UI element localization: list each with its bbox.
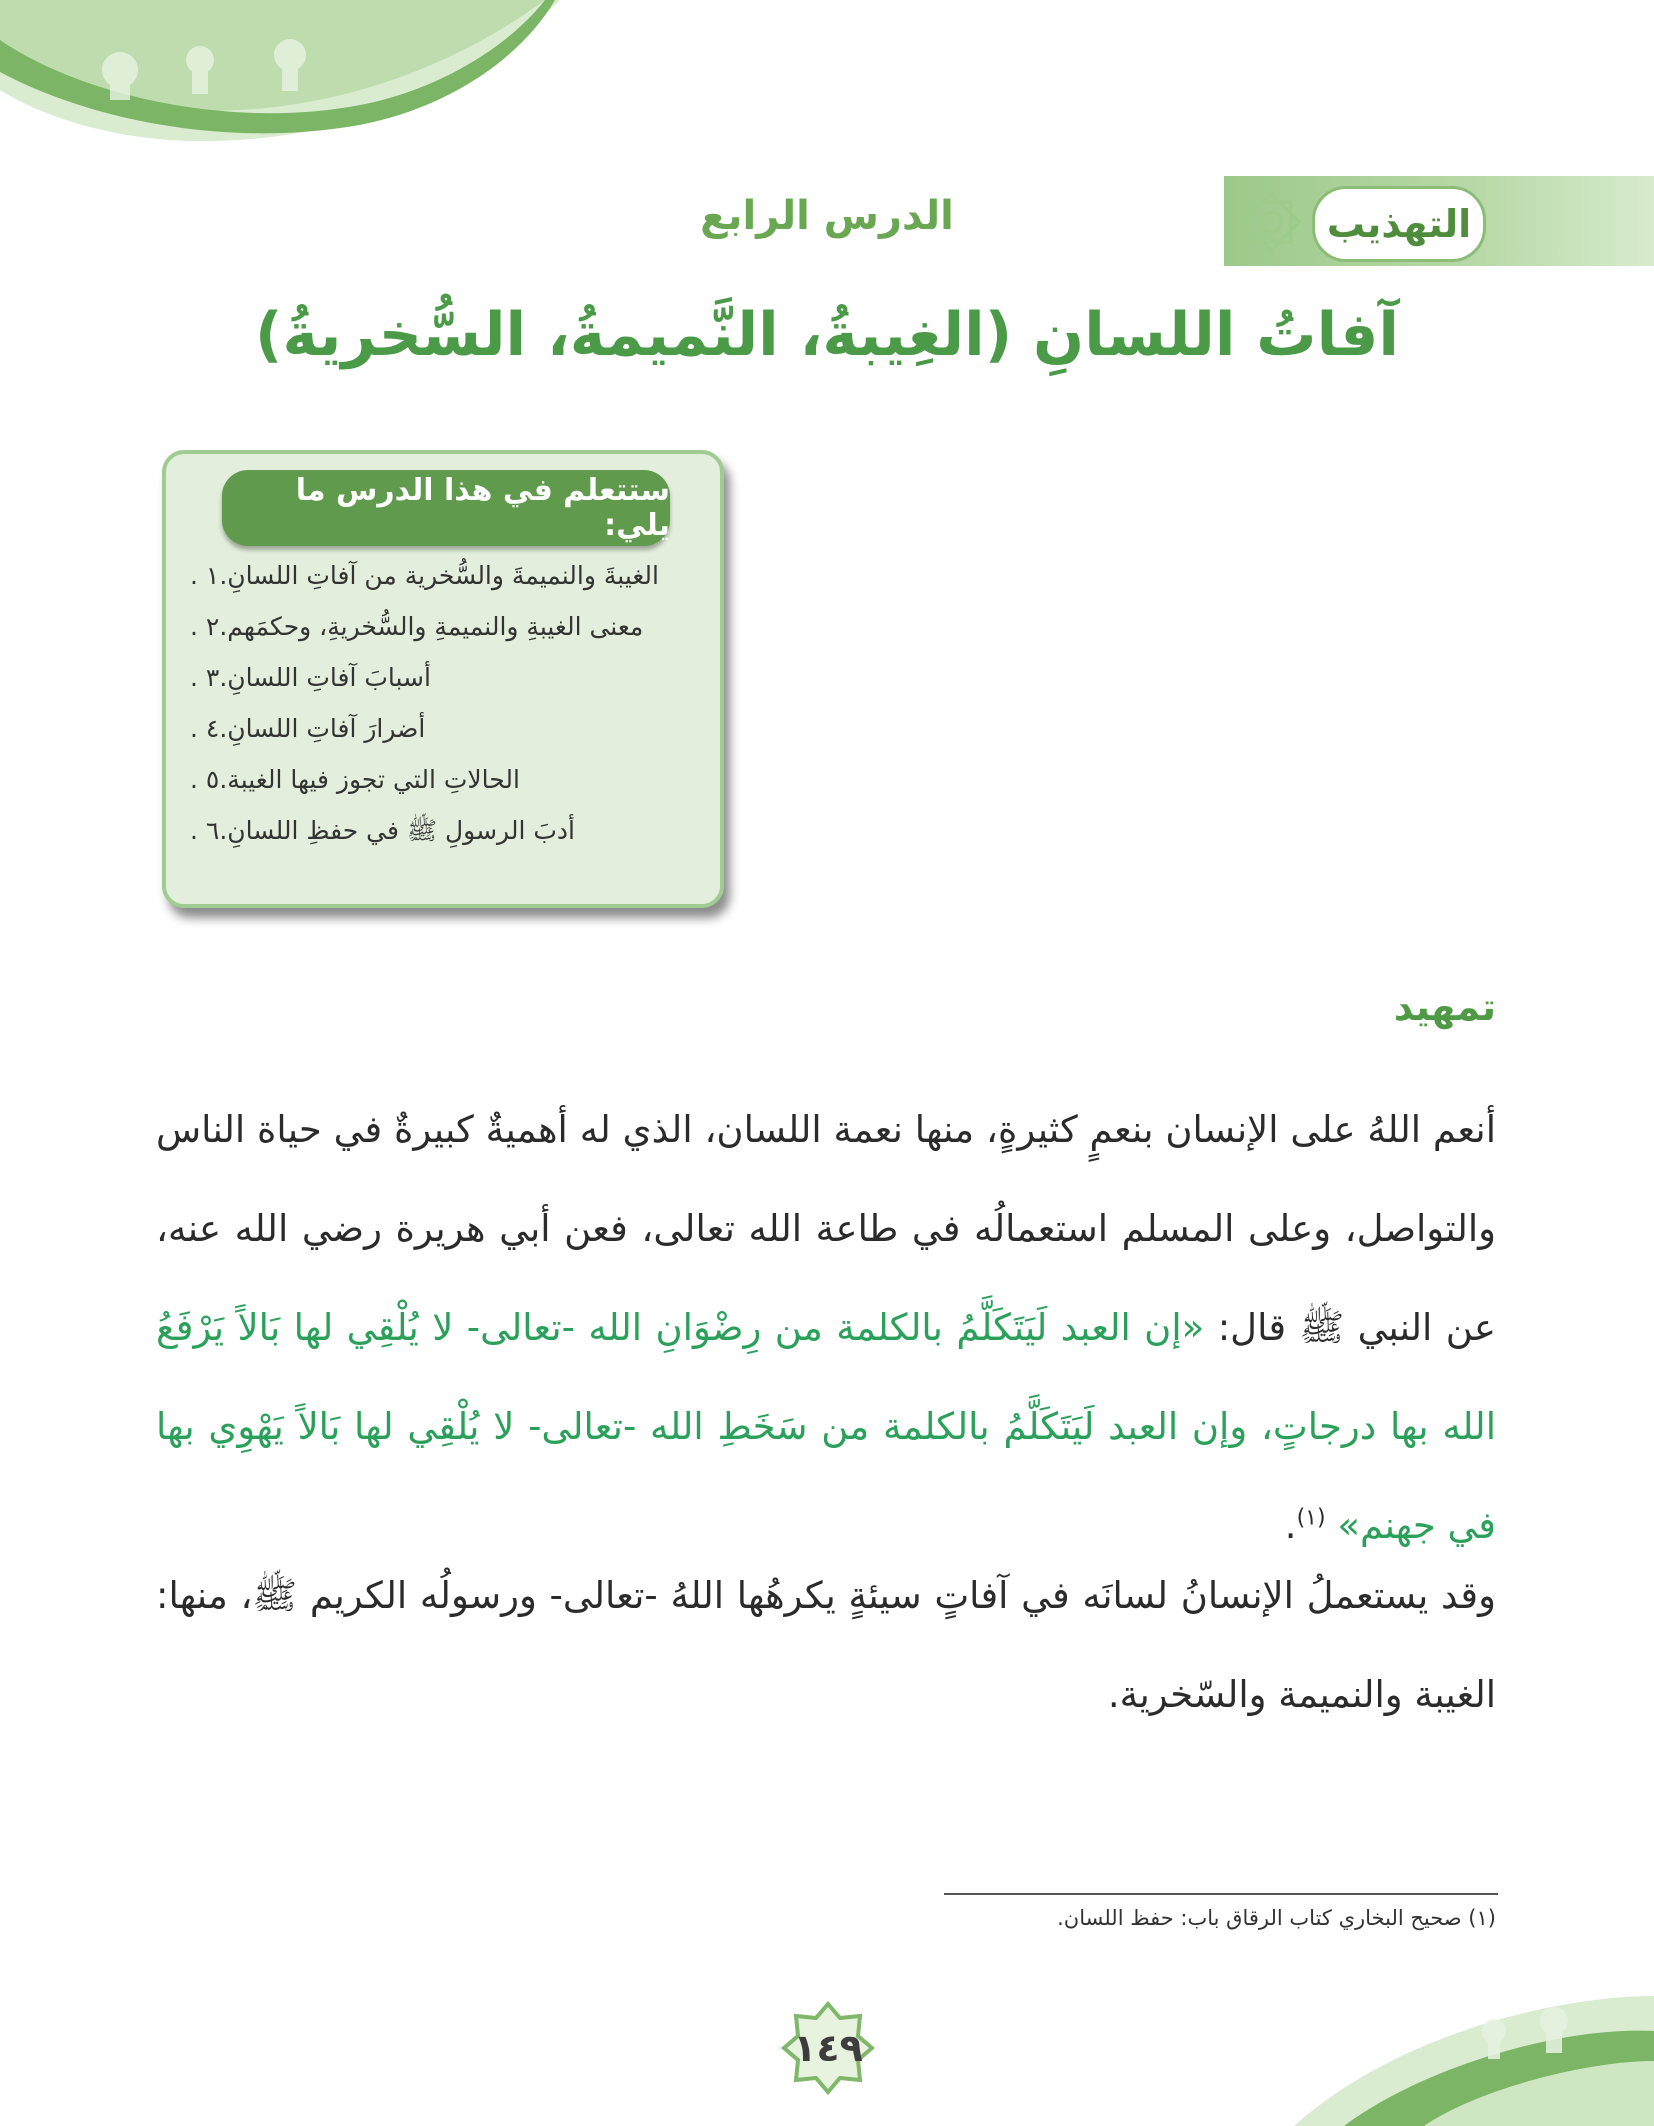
objectives-list — [180, 550, 670, 856]
objective-item: ٦ . أدبَ الرسولِ ﷺ في حفظِ اللسانِ. — [190, 816, 575, 845]
intro-paragraph-1 — [156, 1080, 1496, 1575]
subject-label: التهذيب — [1312, 186, 1486, 262]
lesson-title: آفاتُ اللسانِ (الغِيبةُ، النَّميمةُ، السُّخريةُ) — [255, 300, 1399, 370]
page-number: ١٤٩ — [793, 2026, 863, 2070]
decorative-corner-top — [0, 0, 560, 160]
footnote-ref: (١) — [1296, 1505, 1326, 1531]
lesson-number: الدرس الرابع — [700, 193, 954, 239]
objective-item: ٤ . أضرارَ آفاتِ اللسانِ. — [190, 714, 426, 743]
paragraph-end: . — [1284, 1504, 1297, 1547]
objectives-title: ستتعلم في هذا الدرس ما يلي: — [222, 470, 670, 546]
objective-item: ٥ . الحالاتِ التي تجوز فيها الغيبة. — [190, 765, 520, 794]
paragraph-text: أنعم اللهُ على الإنسان بنعمٍ كثيرةٍ، منها نعمة اللسان، الذي له أهميةٌ كبيرةٌ في حياة الناس والتواصل، وعلى المسلم استعمالُه في طاعة الله تعالى، فعن أبي هريرة رضي الله عنه، عن النبي ﷺ قال: — [156, 1108, 1496, 1349]
footnote: (١) صحيح البخاري كتاب الرقاق باب: حفظ اللسان. — [1057, 1906, 1496, 1930]
intro-paragraph-2: وقد يستعملُ الإنسانُ لسانَه في آفاتٍ سيئةٍ يكرهُها اللهُ -تعالى- ورسولُه الكريم ﷺ، منها: الغيبة والنميمة والسّخرية. — [156, 1574, 1496, 1716]
objective-item: ٣ . أسبابَ آفاتِ اللسانِ. — [190, 663, 431, 692]
objective-item: ١ . الغيبةَ والنميمةَ والسُّخرية من آفاتِ اللسانِ. — [190, 561, 659, 590]
decorative-corner-bottom — [1194, 1976, 1654, 2126]
hadith-quote: «إن العبد لَيَتَكَلَّمُ بالكلمة من رِضْوَانِ الله -تعالى- لا يُلْقِي لها بَالاً يَرْفَعُ الله بها درجاتٍ، وإن العبد لَيَتَكَلَّمُ بالكلمة من سَخَطِ الله -تعالى- لا يُلْقِي لها بَالاً يَهْوِي بها في جهنم» — [156, 1306, 1496, 1547]
footnote-divider — [944, 1893, 1498, 1895]
intro-heading: تمهيد — [1393, 985, 1496, 1029]
objective-item: ٢ . معنى الغيبةِ والنميمةِ والسُّخريةِ، وحكمَهم. — [190, 612, 644, 641]
